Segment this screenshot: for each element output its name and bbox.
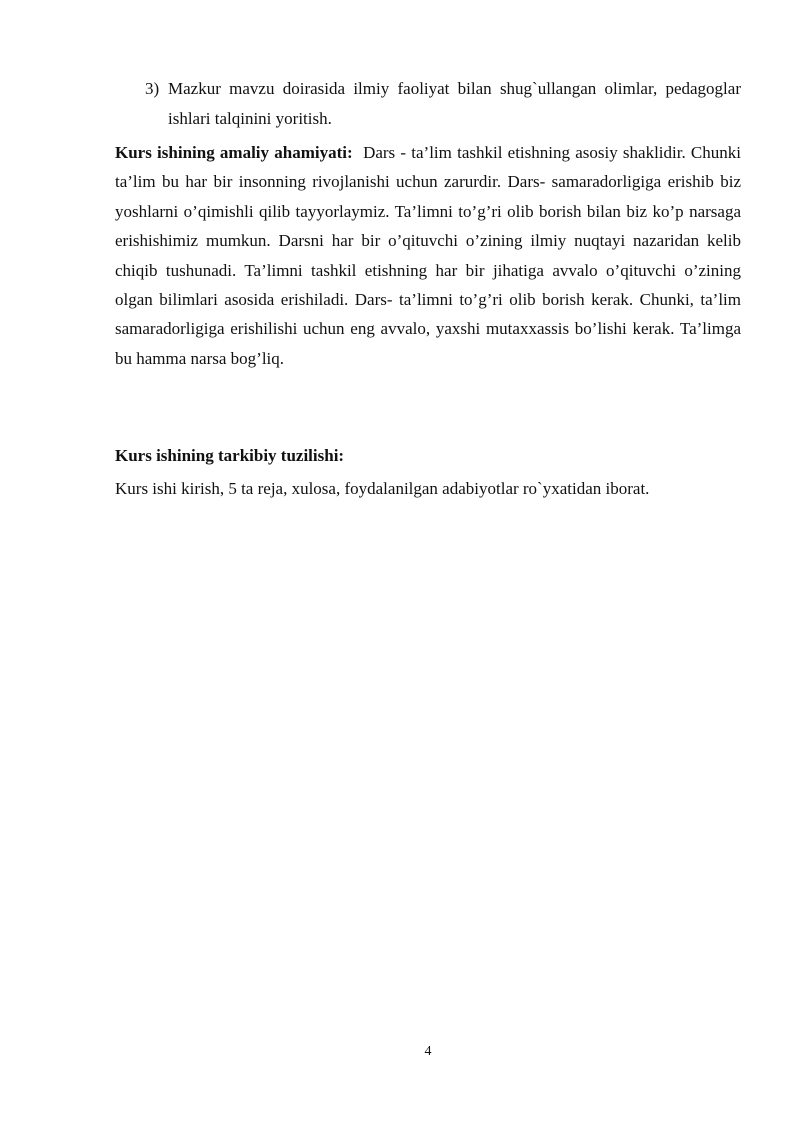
practical-significance-paragraph	[115, 138, 741, 373]
structure-heading: Kurs ishining tarkibiy tuzilishi:	[115, 446, 345, 465]
list-item-3	[145, 74, 741, 134]
list-number: 3)	[145, 79, 160, 98]
practical-significance-text: Dars - ta’lim tashkil etishning asosiy shaklidir. Chunki ta’lim bu har bir insonning rivojlanishi uchun zarurdir. Dars- samaradorligiga erishib biz yoshlarni o’qimishli qilib tayyorlaymiz. Ta’limni to’g’ri olib borish bilan biz ko’p narsaga erishishimiz mumkun. Darsni har bir o’qituvchi o’zining ilmiy nuqtayi nazaridan kelib chiqib tushunadi. Ta’limni tashkil etishning har bir jihatiga avvalo o’qituvchi o’zining olgan bilimlari asosida erishiladi. Dars- ta’limni to’g’ri olib borish kerak. Chunki, ta’lim samaradorligiga erishilishi uchun eng avvalo, yaxshi mutaxxassis bo’lishi kerak. Ta’limga bu hamma narsa bog’liq.	[115, 143, 741, 368]
list-item-text: Mazkur mavzu doirasida ilmiy faoliyat bilan shug`ullangan olimlar, pedagoglar ishlari talqinini yoritish.	[168, 79, 741, 128]
structure-text: Kurs ishi kirish, 5 ta reja, xulosa, foydalanilgan adabiyotlar ro`yxatidan iborat.	[115, 479, 650, 498]
practical-significance-heading: Kurs ishining amaliy ahamiyati:	[115, 143, 353, 162]
page-number: 4	[424, 1044, 432, 1059]
